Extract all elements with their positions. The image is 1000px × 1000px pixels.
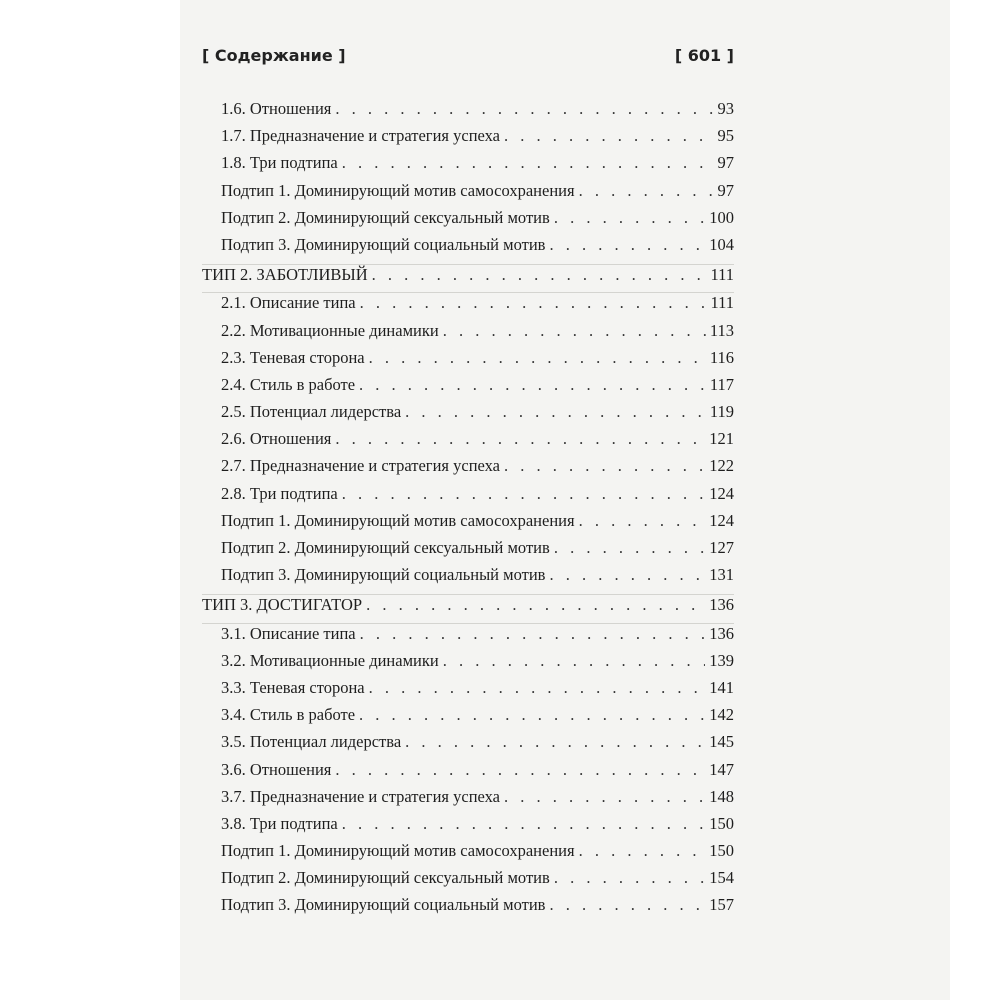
toc-entry[interactable] — [202, 153, 734, 180]
toc-entry[interactable] — [202, 348, 734, 375]
dot-leader — [549, 565, 705, 585]
toc-entry-page: 150 — [709, 813, 734, 833]
toc-entry-page: 122 — [709, 456, 734, 476]
toc-entry-page: 104 — [709, 234, 734, 254]
dot-leader — [360, 293, 707, 313]
toc-entry-title: 1.8. Три подтипа — [221, 153, 338, 173]
running-header — [202, 46, 734, 76]
toc-entry-page: 97 — [717, 153, 734, 173]
toc-entry[interactable] — [202, 126, 734, 153]
dot-leader — [342, 484, 706, 504]
dot-leader — [579, 511, 706, 531]
toc-entry[interactable] — [202, 678, 734, 705]
toc-entry[interactable] — [202, 705, 734, 732]
dot-leader — [504, 787, 705, 807]
dot-leader — [342, 814, 706, 834]
toc-entry[interactable] — [202, 293, 734, 320]
dot-leader — [335, 99, 713, 119]
toc-section-page: 111 — [710, 265, 734, 285]
dot-leader — [369, 348, 706, 368]
toc-entry-page: 121 — [709, 429, 734, 449]
toc-entry[interactable] — [202, 511, 734, 538]
toc-entry[interactable] — [202, 235, 734, 262]
toc-section-title: ТИП 2. ЗАБОТЛИВЫЙ — [202, 265, 368, 285]
toc-entry-title: 3.1. Описание типа — [221, 623, 356, 643]
dot-leader — [504, 126, 714, 146]
toc-entry-title: 3.3. Теневая сторона — [221, 677, 365, 697]
toc-entry-title: 3.4. Стиль в работе — [221, 705, 356, 725]
toc-section-title: ТИП 3. ДОСТИГАТОР — [202, 595, 363, 615]
dot-leader — [549, 235, 705, 255]
toc-entry-page: 148 — [709, 786, 734, 806]
toc-entry-title: Подтип 3. Доминирующий социальный мотив — [221, 895, 546, 915]
header-page-number: [ 601 ] — [674, 46, 734, 65]
toc-entry[interactable] — [202, 99, 734, 126]
toc-entry-title: 2.4. Стиль в работе — [221, 374, 356, 394]
toc-entry[interactable] — [202, 484, 734, 511]
toc-entry[interactable] — [202, 181, 734, 208]
toc-entry-title: 3.8. Три подтипа — [221, 813, 338, 833]
toc-entry-page: 124 — [709, 510, 734, 530]
dot-leader — [405, 732, 705, 752]
toc-entry-page: 117 — [709, 374, 734, 394]
toc-entry-page: 147 — [709, 759, 734, 779]
toc-entry-page: 136 — [709, 623, 734, 643]
toc-entry-page: 131 — [709, 565, 734, 585]
dot-leader — [443, 651, 706, 671]
toc-entry[interactable] — [202, 565, 734, 592]
toc-entry-title: 2.2. Мотивационные динамики — [221, 320, 439, 340]
dot-leader — [549, 895, 705, 915]
toc-entry-title: 1.7. Предназначение и стратегия успеха — [221, 126, 500, 146]
toc-entry-title: 2.5. Потенциал лидерства — [221, 402, 402, 422]
toc-entry-page: 127 — [709, 538, 734, 557]
dot-leader — [369, 678, 706, 698]
toc-entry[interactable] — [202, 651, 734, 678]
dot-leader — [504, 456, 705, 476]
toc-entry[interactable] — [202, 814, 734, 841]
dot-leader — [366, 595, 705, 615]
toc-entry-title: Подтип 2. Доминирующий сексуальный мотив — [221, 868, 550, 888]
dot-leader — [360, 624, 706, 644]
toc-entry-title: Подтип 2. Доминирующий сексуальный мотив — [221, 538, 550, 557]
table-of-contents — [202, 99, 734, 923]
dot-leader — [554, 868, 705, 888]
toc-entry[interactable] — [202, 402, 734, 429]
toc-entry[interactable] — [202, 760, 734, 787]
toc-entry-page: 139 — [709, 650, 734, 670]
toc-entry-title: 2.8. Три подтипа — [221, 483, 338, 503]
toc-entry-page: 142 — [709, 705, 734, 725]
toc-entry[interactable] — [202, 868, 734, 895]
toc-entry-title: Подтип 1. Доминирующий мотив самосохранения — [221, 841, 575, 861]
dot-leader — [359, 705, 705, 725]
toc-entry-title: 3.7. Предназначение и стратегия успеха — [221, 786, 500, 806]
toc-entry-page: 150 — [709, 841, 734, 861]
toc-entry-title: 2.1. Описание типа — [221, 293, 356, 313]
toc-entry-page: 100 — [709, 207, 734, 227]
toc-entry-page: 97 — [717, 180, 734, 200]
toc-entry[interactable] — [202, 456, 734, 483]
toc-entry-page: 157 — [709, 895, 734, 915]
toc-entry[interactable] — [202, 208, 734, 235]
toc-entry-title: Подтип 1. Доминирующий мотив самосохранения — [221, 510, 575, 530]
toc-entry-title: 2.3. Теневая сторона — [221, 347, 365, 367]
toc-entry-title: Подтип 1. Доминирующий мотив самосохранения — [221, 180, 575, 200]
toc-entry-title: 3.2. Мотивационные динамики — [221, 650, 439, 670]
toc-entry-title: 2.7. Предназначение и стратегия успеха — [221, 456, 500, 476]
header-section-title: [ Содержание ] — [202, 46, 346, 65]
toc-section-page: 136 — [709, 595, 734, 615]
toc-entry[interactable] — [202, 538, 734, 565]
toc-entry-title: Подтип 3. Доминирующий социальный мотив — [221, 565, 546, 585]
toc-entry-page: 141 — [709, 677, 734, 697]
toc-entry[interactable] — [202, 321, 734, 348]
dot-leader — [405, 402, 706, 422]
toc-entry[interactable] — [202, 787, 734, 814]
toc-entry-title: 3.5. Потенциал лидерства — [221, 732, 402, 752]
dot-leader — [335, 429, 705, 449]
dot-leader — [342, 153, 714, 173]
toc-entry[interactable] — [202, 732, 734, 759]
dot-leader — [579, 181, 714, 201]
toc-entry-title: Подтип 3. Доминирующий социальный мотив — [221, 234, 546, 254]
toc-entry-page: 116 — [709, 347, 734, 367]
dot-leader — [335, 760, 705, 780]
dot-leader — [579, 841, 706, 861]
toc-entry-page: 154 — [709, 868, 734, 888]
toc-entry-page: 111 — [710, 293, 734, 313]
dot-leader — [554, 538, 705, 558]
toc-entry[interactable] — [202, 624, 734, 651]
dot-leader — [443, 321, 706, 341]
toc-section-heading[interactable] — [202, 265, 734, 292]
toc-entry-title: 2.6. Отношения — [221, 429, 332, 449]
toc-entry-title: 3.6. Отношения — [221, 759, 332, 779]
toc-entry[interactable] — [202, 895, 734, 922]
toc-entry[interactable] — [202, 375, 734, 402]
toc-entry-page: 119 — [709, 402, 734, 422]
toc-entry[interactable] — [202, 841, 734, 868]
dot-leader — [554, 208, 705, 228]
toc-entry-title: Подтип 2. Доминирующий сексуальный мотив — [221, 207, 550, 227]
toc-section-heading[interactable] — [202, 595, 734, 622]
dot-leader — [359, 375, 706, 395]
toc-entry-page: 145 — [709, 732, 734, 752]
toc-entry-page: 93 — [717, 99, 734, 118]
toc-entry-title: 1.6. Отношения — [221, 99, 332, 118]
dot-leader — [372, 265, 707, 285]
toc-entry[interactable] — [202, 429, 734, 456]
toc-entry-page: 124 — [709, 483, 734, 503]
toc-entry-page: 113 — [709, 320, 734, 340]
toc-entry-page: 95 — [717, 126, 734, 146]
